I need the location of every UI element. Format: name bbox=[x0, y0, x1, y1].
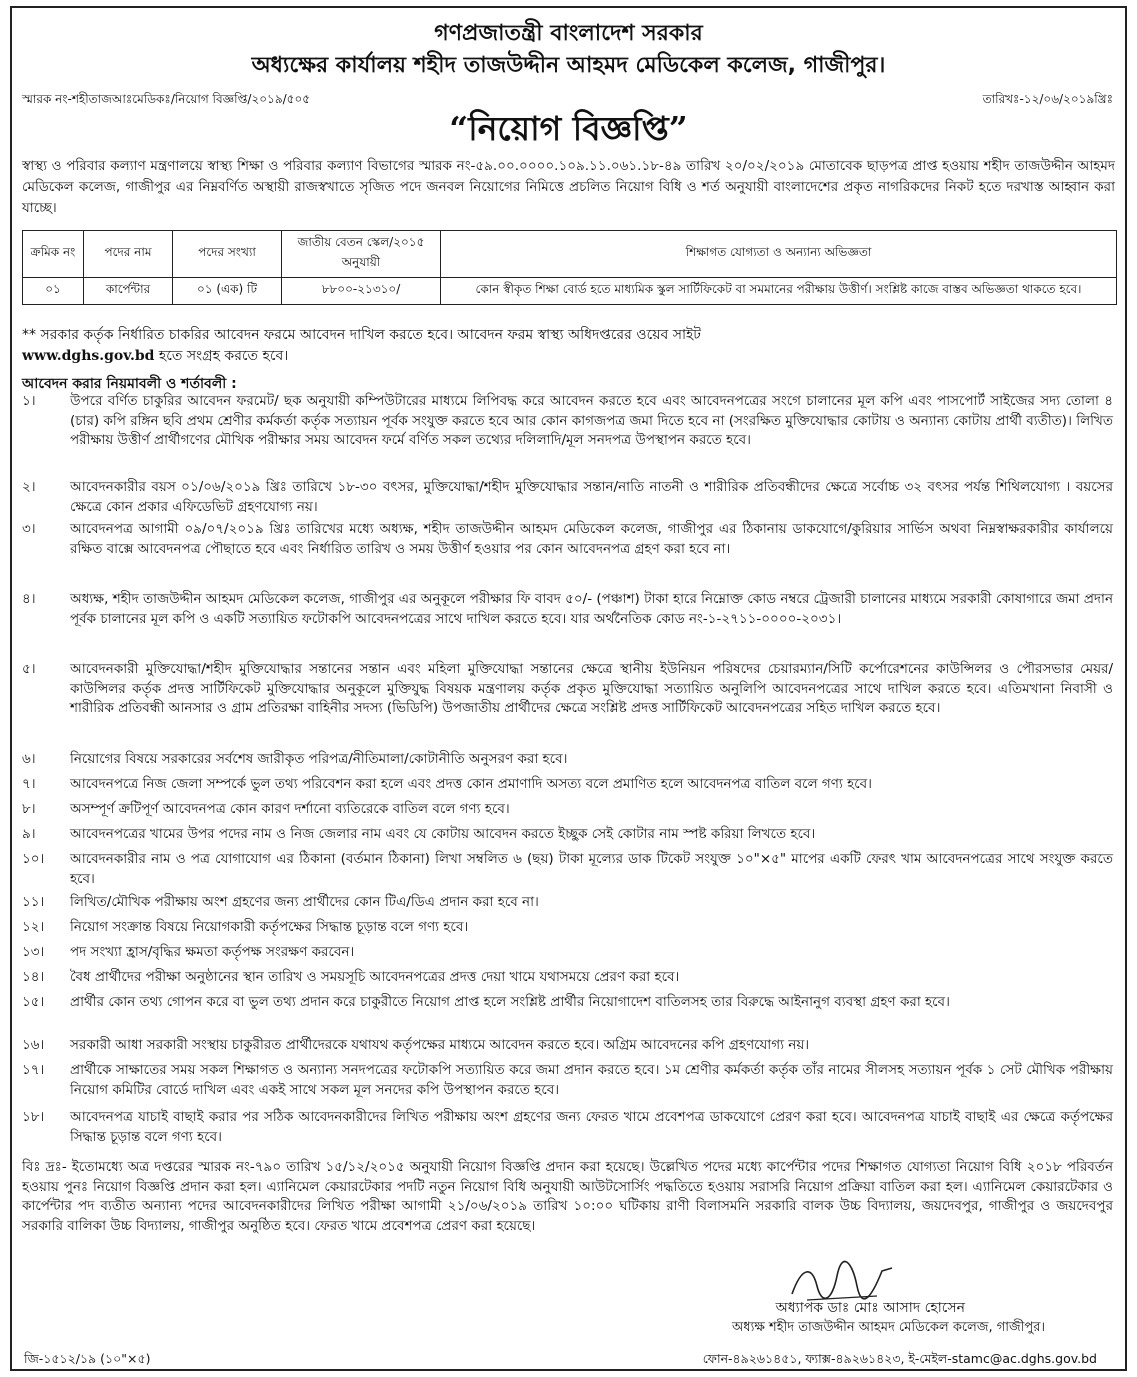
item-number: ১৮। bbox=[22, 1109, 45, 1125]
item-text: লিখিত/মৌখিক পরীক্ষায় অংশ গ্রহণের জন্য প্রার্থীদের কোন টিএ/ডিএ প্রদান করা হবে না। bbox=[70, 894, 539, 910]
item-text: আবেদনপত্র যাচাই বাছাই করার পর সঠিক আবেদনকারীদের লিখিত পরীক্ষায় অংশ গ্রহণের জন্য ফেরত খামে প্রবেশপত্র ডাকযোগে প্রেরণ করা হবে। আবেদনপত্র যাচাই বাছাই এর ক্ষেত্রে কর্তৃপক্ষের সিদ্ধান্ত চূড়ান্ত বলে গণ্য হবে। bbox=[70, 1109, 1113, 1145]
list-item bbox=[22, 1061, 1113, 1100]
list-item bbox=[22, 825, 1113, 845]
item-text: আবেদনকারী মুক্তিযোদ্ধা/শহীদ মুক্তিযোদ্ধার সন্তানের সন্তান এবং মহিলা মুক্তিযোদ্ধা সন্তানের ক্ষেত্রে স্থানীয় ইউনিয়ন পরিষদের চেয়ারম্যান/সিটি কর্পোরেশনের কাউন্সিলর ও পৌরসভার মেয়র/ কাউন্সিলর কর্তৃক প্রদত্ত সার্টিফিকেট মুক্তিযোদ্ধার অনুকূলে মুক্তিযুদ্ধ বিষয়ক মন্ত্রণালয় কর্তৃক প্রকৃত মুক্তিযোদ্ধা সত্যায়িত অনুলিপি আবেদনপত্রের সাথে দাখিল করতে হবে। এতিমখানা নিবাসী ও শারীরিক প্রতিবন্ধী আনসার ও গ্রাম প্রতিরক্ষা বাহিনীর সদস্য (ভিডিপি) উপজাতীয় প্রার্থীদের ক্ষেত্রে সংশ্লিষ্ট প্রদত্ত সার্টিফিকেট আবেদনপত্রের সহিত দাখিল করতে হবে। bbox=[70, 661, 1113, 716]
item-text: পদ সংখ্যা হ্রাস/বৃদ্ধির ক্ষমতা কর্তৃপক্ষ সংরক্ষণ করবেন। bbox=[70, 944, 355, 960]
col-post-name: পদের নাম bbox=[84, 231, 173, 278]
col-qualification: শিক্ষাগত যোগ্যতা ও অন্যান্য অভিজ্ঞতা bbox=[441, 231, 1117, 278]
item-text: আবেদনপত্রের খামের উপর পদের নাম ও নিজ জেলার নাম এবং যে কোটায় আবেদন করতে ইচ্ছুক সেই কোটার নাম স্পষ্ট করিয়া লিখতে হবে। bbox=[70, 826, 816, 842]
intro-paragraph: স্বাস্থ্য ও পরিবার কল্যাণ মন্ত্রণালয়ে স্বাস্থ্য শিক্ষা ও পরিবার কল্যাণ বিভাগের স্মারক নং-৫৯.০০.০০০০.১০৯.১১.০৬১.১৮-৪৯ তারিখ ২০/০২/২০১৯ মোতাবেক ছাড়পত্র প্রাপ্ত হওয়ায় শহীদ তাজউদ্দীন আহমদ মেডিকেল কলেজ, গাজীপুর এর নিম্নবর্ণিত অস্থায়ী রাজস্বখাতে সৃজিত পদে জনবল নিয়োগের নিমিত্তে প্রচলিত নিয়োগ বিধি ও শর্ত অনুযায়ী বাংলাদেশের প্রকৃত নাগরিকদের নিকট হতে দরখাস্ত আহ্বান করা যাচ্ছে। bbox=[22, 158, 1115, 216]
item-number: ১৭। bbox=[22, 1062, 45, 1078]
item-number: ১৪। bbox=[22, 969, 45, 985]
conditions-heading: আবেদন করার নিয়মাবলী ও শর্তাবলী : bbox=[22, 376, 237, 392]
item-number: ৭। bbox=[22, 776, 36, 792]
item-text: বৈধ প্রার্থীদের পরীক্ষা অনুষ্ঠানের স্থান তারিখ ও সময়সূচি আবেদনপত্রের প্রদত্ত দেয়া খামে যথাসময়ে প্রেরণ করা হবে। bbox=[70, 969, 680, 985]
list-item bbox=[22, 775, 1113, 795]
item-number: ১। bbox=[22, 393, 36, 409]
note-text-2: হতে সংগ্রহ করতে হবে। bbox=[154, 348, 289, 364]
post-table bbox=[22, 230, 1117, 305]
list-item bbox=[22, 1108, 1113, 1147]
application-form-note bbox=[22, 325, 1115, 367]
item-text: সরকারী আধা সরকারী সংস্থায় চাকুরীরত প্রার্থীদেরকে যথাযথ কর্তৃপক্ষের মাধ্যমে আবেদন করতে হবে। অগ্রিম আবেদনের কপি গ্রহণযোগ্য নয়। bbox=[70, 1037, 810, 1053]
item-text: আবেদনকারীর বয়স ০১/০৬/২০১৯ খ্রিঃ তারিখে ১৮-৩০ বৎসর, মুক্তিযোদ্ধা/শহীদ মুক্তিযোদ্ধার সন্তান/নাতি নাতনী ও শারীরিক প্রতিবন্ধীদের ক্ষেত্রে সর্বোচ্চ ৩২ বৎসর পর্যন্ত শিথিলযোগ্য । বয়সের ক্ষেত্রে কোন প্রকার এফিডেভিট গ্রহণযোগ্য নয়। bbox=[70, 479, 1113, 515]
item-number: ৬। bbox=[22, 751, 36, 767]
list-item bbox=[22, 1036, 1113, 1056]
item-number: ১৫। bbox=[22, 994, 45, 1010]
cell-serial: ০১ bbox=[23, 278, 84, 305]
notice-title: “নিয়োগ বিজ্ঞপ্তি” bbox=[449, 109, 688, 148]
cell-pay-scale: ৮৮০০-২১৩১০/ bbox=[282, 278, 441, 305]
office-title: অধ্যক্ষের কার্যালয় শহীদ তাজউদ্দীন আহমদ মেডিকেল কলেজ, গাজীপুর। bbox=[251, 53, 886, 78]
notice-date: তারিখঃ-১২/০৬/২০১৯খ্রিঃ bbox=[982, 92, 1113, 106]
notice-page bbox=[10, 6, 1127, 1371]
list-item bbox=[22, 918, 1113, 938]
list-item bbox=[22, 590, 1113, 629]
item-text: অসম্পূর্ণ ক্রটিপূর্ণ আবেদনপত্র কোন কারণ দর্শানো ব্যতিরেকে বাতিল বলে গণ্য হবে। bbox=[70, 801, 510, 817]
item-number: ১৩। bbox=[22, 944, 45, 960]
ad-code: জি-১৫১২/১৯ (১০"×৫) bbox=[24, 1351, 151, 1366]
list-item bbox=[22, 993, 1113, 1013]
item-text: অধ্যক্ষ, শহীদ তাজউদ্দীন আহমদ মেডিকেল কলেজ, গাজীপুর এর অনুকূলে পরীক্ষার ফি বাবদ ৫০/- (পঞ্চাশ) টাকা হারে নিম্নোক্ত কোড নম্বরে ট্রেজারী চালানের মাধ্যমে সরকারী কোষাগারে জমা প্রদান পূর্বক চালানের মূল কপি ও একটি সত্যায়িত ফটোকপি আবেদনপত্রের সাথে দাখিল করতে হবে। যার অর্থনৈতিক কোড নং-১-২৭১১-০০০০-২০৩১। bbox=[70, 591, 1113, 627]
government-title: গণপ্রজাতন্ত্রী বাংলাদেশ সরকার bbox=[434, 21, 703, 46]
item-number: ৩। bbox=[22, 521, 36, 537]
item-number: ১৬। bbox=[22, 1037, 45, 1053]
item-number: ৯। bbox=[22, 826, 36, 842]
item-text: প্রার্থীর কোন তথ্য গোপন করে বা ভুল তথ্য প্রদান করে চাকুরীতে নিয়োগ প্রাপ্ত হলে সংশ্লিষ্ট প্রার্থীর নিয়োগাদেশ বাতিলসহ তার বিরুদ্ধে আইনানুগ ব্যবস্থা গ্রহণ করা হবে। bbox=[70, 994, 950, 1010]
website-link[interactable]: www.dghs.gov.bd bbox=[22, 348, 155, 364]
item-number: ১১। bbox=[22, 894, 45, 910]
col-serial: ক্রমিক নং bbox=[23, 231, 84, 278]
table-row bbox=[23, 278, 1117, 305]
special-note: বিঃ দ্রঃ- ইতোমধ্যে অত্র দপ্তরের স্মারক নং-৭৯০ তারিখ ১৫/১২/২০১৫ অনুযায়ী নিয়োগ বিজ্ঞপ্তি প্রদান করা হয়েছে। উল্লেখিত পদের মধ্যে কার্পেন্টার পদের শিক্ষাগত যোগ্যতা নিয়োগ বিধি ২০১৮ পরিবর্তন হওয়ায় পুনঃ নিয়োগ বিজ্ঞপ্তি প্রদান করা হল। এ্যানিমেল কেয়ারটেকার পদটি নতুন নিয়োগ বিধি অনুযায়ী আউটসোর্সিং পদ্ধতিতে হওয়ায় সরাসরি নিয়োগ প্রক্রিয়া বাতিল করা হল। এ্যানিমেল কেয়ারটেকার ও কার্পেন্টার পদ ব্যতীত অন্যান্য পদের আবেদনকারীদের লিখিত পরীক্ষা আগামী ২১/০৬/২০১৯ তারিখ ১০:০০ ঘটিকায় রাণী বিলাসমনি সরকারি বালক উচ্চ বিদ্যালয়, জয়দেবপুর, গাজীপুর ও জয়দেবপুর সরকারি বালিকা উচ্চ বিদ্যালয়, গাজীপুর অনুষ্ঠিত হবে। ফেরত খামে প্রবেশপত্র প্রেরণ করা হয়েছে। bbox=[22, 1159, 1113, 1234]
list-item bbox=[22, 478, 1113, 517]
item-text: নিয়োগ সংক্রান্ত বিষয়ে নিয়োগকারী কর্তৃপক্ষের সিদ্ধান্ত চূড়ান্ত বলে গণ্য হবে। bbox=[70, 919, 469, 935]
item-text: আবেদনকারীর নাম ও পত্র যোগাযোগ এর ঠিকানা (বর্তমান ঠিকানা) লিখা সম্বলিত ৬ (ছয়) টাকা মূল্যের ডাক টিকেট সংযুক্ত ১০"×৫" মাপের একটি ফেরৎ খাম আবেদনপত্রের সাথে সংযুক্ত করতে হবে। bbox=[70, 851, 1113, 887]
item-text: উপরে বর্ণিত চাকুরির আবেদন ফরমেট/ ছক অনুযায়ী কম্পিউটারের মাধ্যমে লিপিবদ্ধ করে আবেদন করতে হবে এবং আবেদনপত্রের সংগে চালানের মূল কপি এবং পাসপোর্ট সাইজের সদ্য তোলা ৪ (চার) কপি রঙ্গিন ছবি প্রথম শ্রেণীর কর্মকর্তা কর্তৃক সত্যায়ন পূর্বক সংযুক্ত করতে হবে আর কোন কাগজপত্র জমা দিতে হবে না (সংরক্ষিত মুক্তিযোদ্ধার কোটায় ও অন্যান্য কোটায় প্রার্থী ব্যতীত)। লিখিত পরীক্ষায় উত্তীর্ণ প্রার্থীগণের মৌখিক পরীক্ষার সময় আবেদন ফর্মে বর্ণিত সকল তথ্যের দলিলাদি/মূল সনদপত্র উপস্থাপন করতে হবে। bbox=[70, 393, 1113, 448]
item-text: প্রার্থীকে সাক্ষাতের সময় সকল শিক্ষাগত ও অন্যান্য সনদপত্রের ফটোকপি সত্যায়িত করে জমা প্রদান করতে হবে। ১ম শ্রেণীর কর্মকর্তা কর্তৃক তাঁর নামের সীলসহ সত্যায়ন পূর্বক ১ সেট মৌখিক পরীক্ষায় নিয়োগ কমিটির বোর্ডে দাখিল এবং একই সাথে সকল মূল সনদের কপি উপস্থাপন করতে হবে। bbox=[70, 1062, 1113, 1098]
item-number: ২। bbox=[22, 479, 36, 495]
col-pay-scale: জাতীয় বেতন স্কেল/২০১৫ অনুযায়ী bbox=[282, 231, 441, 278]
item-text: আবেদনপত্র আগামী ০৯/০৭/২০১৯ খ্রিঃ তারিখের মধ্যে অধ্যক্ষ, শহীদ তাজউদ্দীন আহমদ মেডিকেল কলেজ, গাজীপুর এর ঠিকানায় ডাকযোগে/কুরিয়ার সার্ভিস অথবা নিম্নস্বাক্ষরকারীর কার্যালয়ে রক্ষিত বাক্সে আবেদনপত্র পৌছাতে হবে এবং নির্ধারিত তারিখ ও সময় উত্তীর্ণ হওয়ার পর কোন আবেদনপত্র গ্রহণ করা হবে না। bbox=[70, 521, 1113, 557]
item-text: আবেদনপত্রে নিজ জেলা সম্পর্কে ভুল তথ্য পরিবেশন করা হলে এবং প্রদত্ত কোন প্রমাণাদি অসত্য বলে প্রমাণিত হলে আবেদনপত্র বাতিল বলে গণ্য হবে। bbox=[70, 776, 872, 792]
list-item bbox=[22, 392, 1113, 451]
note-text: ** সরকার কর্তৃক নির্ধারিত চাকরির আবেদন ফরমে আবেদন দাখিল করতে হবে। আবেদন ফরম স্বাস্থ্য অধিদপ্তরের ওয়েব সাইট bbox=[22, 327, 701, 343]
list-item bbox=[22, 750, 1113, 770]
table-header-row bbox=[23, 231, 1117, 278]
list-item bbox=[22, 893, 1113, 913]
item-number: ৪। bbox=[22, 591, 36, 607]
list-item bbox=[22, 660, 1113, 719]
signatory-name: অধ্যাপক ডাঃ মোঃ আসাদ হোসেন bbox=[775, 1300, 965, 1316]
col-post-count: পদের সংখ্যা bbox=[173, 231, 282, 278]
cell-post-count: ০১ (এক) টি bbox=[173, 278, 282, 305]
list-item bbox=[22, 943, 1113, 963]
list-item bbox=[22, 968, 1113, 988]
contact-info: ফোন-৪৯২৬১৪৫১, ফ্যাক্স-৪৯২৬১৪২৩, ই-মেইল-stamc@ac.dghs.gov.bd bbox=[702, 1351, 1097, 1366]
cell-post-name: কার্পেন্টার bbox=[84, 278, 173, 305]
list-item bbox=[22, 850, 1113, 889]
list-item bbox=[22, 800, 1113, 820]
item-number: ১০। bbox=[22, 851, 45, 867]
item-number: ৮। bbox=[22, 801, 36, 817]
list-item bbox=[22, 520, 1113, 559]
item-number: ৫। bbox=[22, 661, 36, 677]
memo-number: স্মারক নং-শহীতাজআঃমেডিকঃ/নিয়োগ বিজ্ঞপ্তি/২০১৯/৫০৫ bbox=[22, 92, 311, 106]
item-number: ১২। bbox=[22, 919, 45, 935]
signatory-designation: অধ্যক্ষ শহীদ তাজউদ্দীন আহমদ মেডিকেল কলেজ, গাজীপুর। bbox=[732, 1320, 1045, 1335]
item-text: নিয়োগের বিষয়ে সরকারের সর্বশেষ জারীকৃত পরিপত্র/নীতিমালা/কোটানীতি অনুসরণ করা হবে। bbox=[70, 751, 568, 767]
cell-qualification: কোন স্বীকৃত শিক্ষা বোর্ড হতে মাধ্যমিক স্কুল সার্টিফিকেট বা সমমানের পরীক্ষায় উত্তীর্ণ। সংশ্লিষ্ট কাজে বাস্তব অভিজ্ঞতা থাকতে হবে। bbox=[441, 278, 1117, 305]
